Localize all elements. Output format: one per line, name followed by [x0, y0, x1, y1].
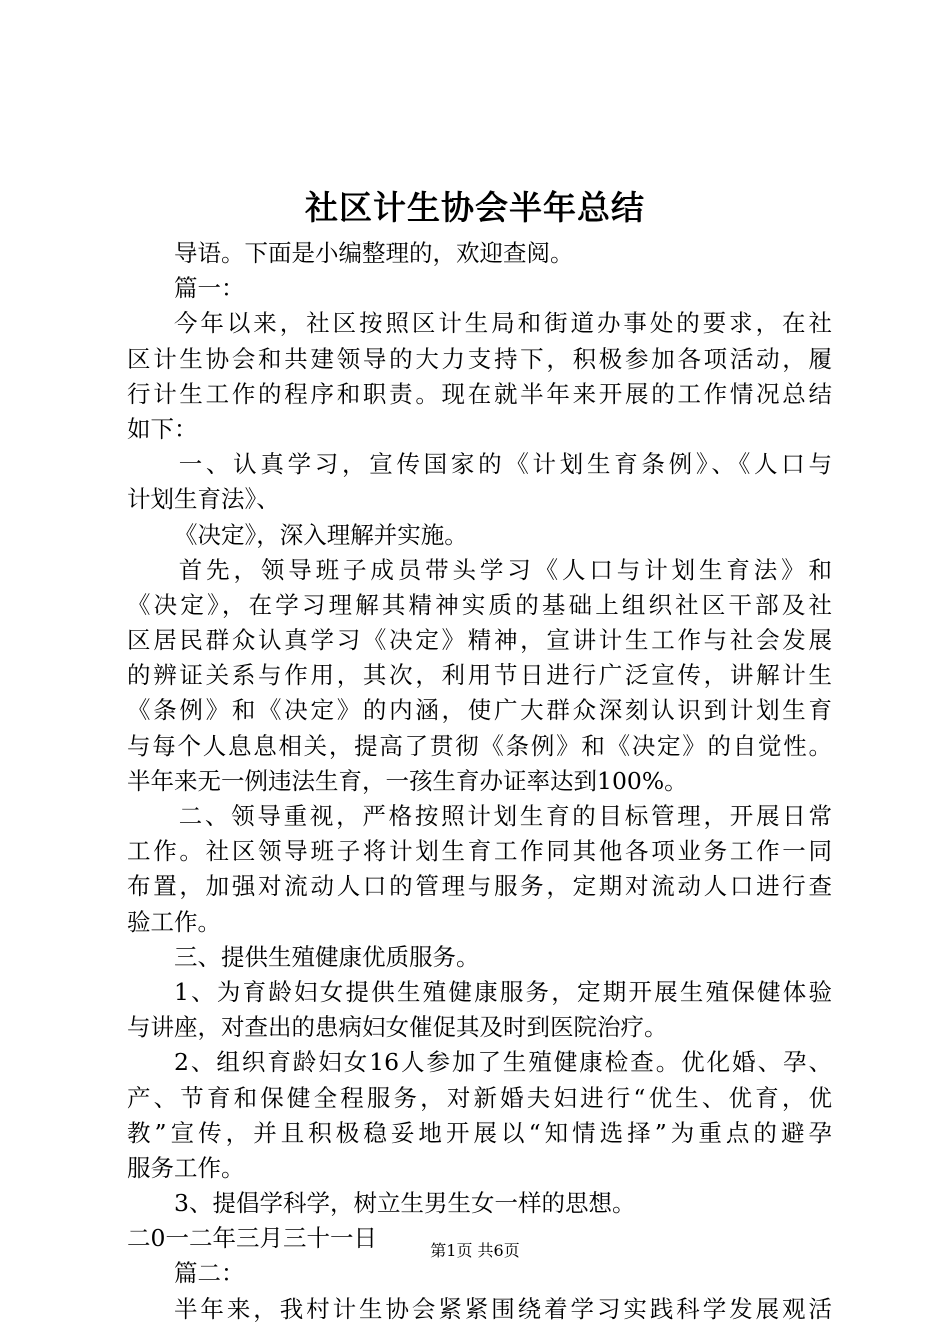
body-line: 与讲座，对查出的患病妇女催促其及时到医院治疗。	[127, 1013, 668, 1042]
document-body	[127, 236, 832, 1327]
body-line: 三、提供生殖健康优质服务。	[174, 942, 480, 971]
body-line: 《决定》，深入理解并实施。	[174, 520, 468, 549]
body-line: 行计生工作的程序和职责。现在就半年来开展的工作情况总结	[127, 379, 832, 408]
body-line: 如下：	[127, 414, 198, 443]
body-line: 区计生协会和共建领导的大力支持下，积极参加各项活动，履	[127, 344, 832, 373]
body-line: 今年以来，社区按照区计生局和街道办事处的要求，在社	[174, 309, 832, 338]
body-line: 产、节育和保健全程服务，对新婚夫妇进行“优生、优育，优	[127, 1083, 832, 1112]
body-line: 半年来无一例违法生育，一孩生育办证率达到100%。	[127, 766, 688, 795]
body-line: 计划生育法》、	[127, 485, 280, 514]
body-line: 布置，加强对流动人口的管理与服务，定期对流动人口进行查	[127, 872, 832, 901]
page-footer: 第1页 共6页	[430, 1241, 520, 1260]
body-line: 二0一二年三月三十一日	[127, 1224, 377, 1253]
body-line: 一、认真学习，宣传国家的《计划生育条例》、《人口与	[178, 450, 832, 479]
body-line: 服务工作。	[127, 1153, 245, 1182]
body-line: 篇一：	[174, 274, 245, 303]
body-line: 验工作。	[127, 907, 221, 936]
body-line: 《决定》，在学习理解其精神实质的基础上组织社区干部及社	[127, 590, 832, 619]
document-title: 社区计生协会半年总结	[305, 188, 645, 227]
body-line: 二、领导重视，严格按照计划生育的目标管理，开展日常	[178, 802, 832, 830]
body-line: 首先，领导班子成员带头学习《人口与计划生育法》和	[178, 555, 832, 584]
body-line: 的辨证关系与作用，其次，利用节日进行广泛宣传，讲解计生	[127, 661, 832, 690]
body-line: 《条例》和《决定》的内涵，使广大群众深刻认识到计划生育	[127, 696, 832, 725]
body-line: 工作。社区领导班子将计划生育工作同其他各项业务工作一同	[127, 837, 832, 866]
body-line: 篇二：	[174, 1259, 245, 1288]
body-line: 1、为育龄妇女提供生殖健康服务，定期开展生殖保健体验	[174, 977, 832, 1006]
body-line: 导语。下面是小编整理的，欢迎查阅。	[174, 239, 574, 267]
body-line: 半年来，我村计生协会紧紧围绕着学习实践科学发展观活	[174, 1294, 832, 1323]
body-line: 区居民群众认真学习《决定》精神，宣讲计生工作与社会发展	[127, 626, 832, 655]
body-line: 2、组织育龄妇女16人参加了生殖健康检查。优化婚、孕、	[174, 1048, 832, 1077]
body-line: 教”宣传，并且积极稳妥地开展以“知情选择”为重点的避孕	[127, 1118, 832, 1147]
body-line: 3、提倡学科学，树立生男生女一样的思想。	[174, 1189, 636, 1218]
body-line: 与每个人息息相关，提高了贯彻《条例》和《决定》的自觉性。	[127, 731, 832, 760]
